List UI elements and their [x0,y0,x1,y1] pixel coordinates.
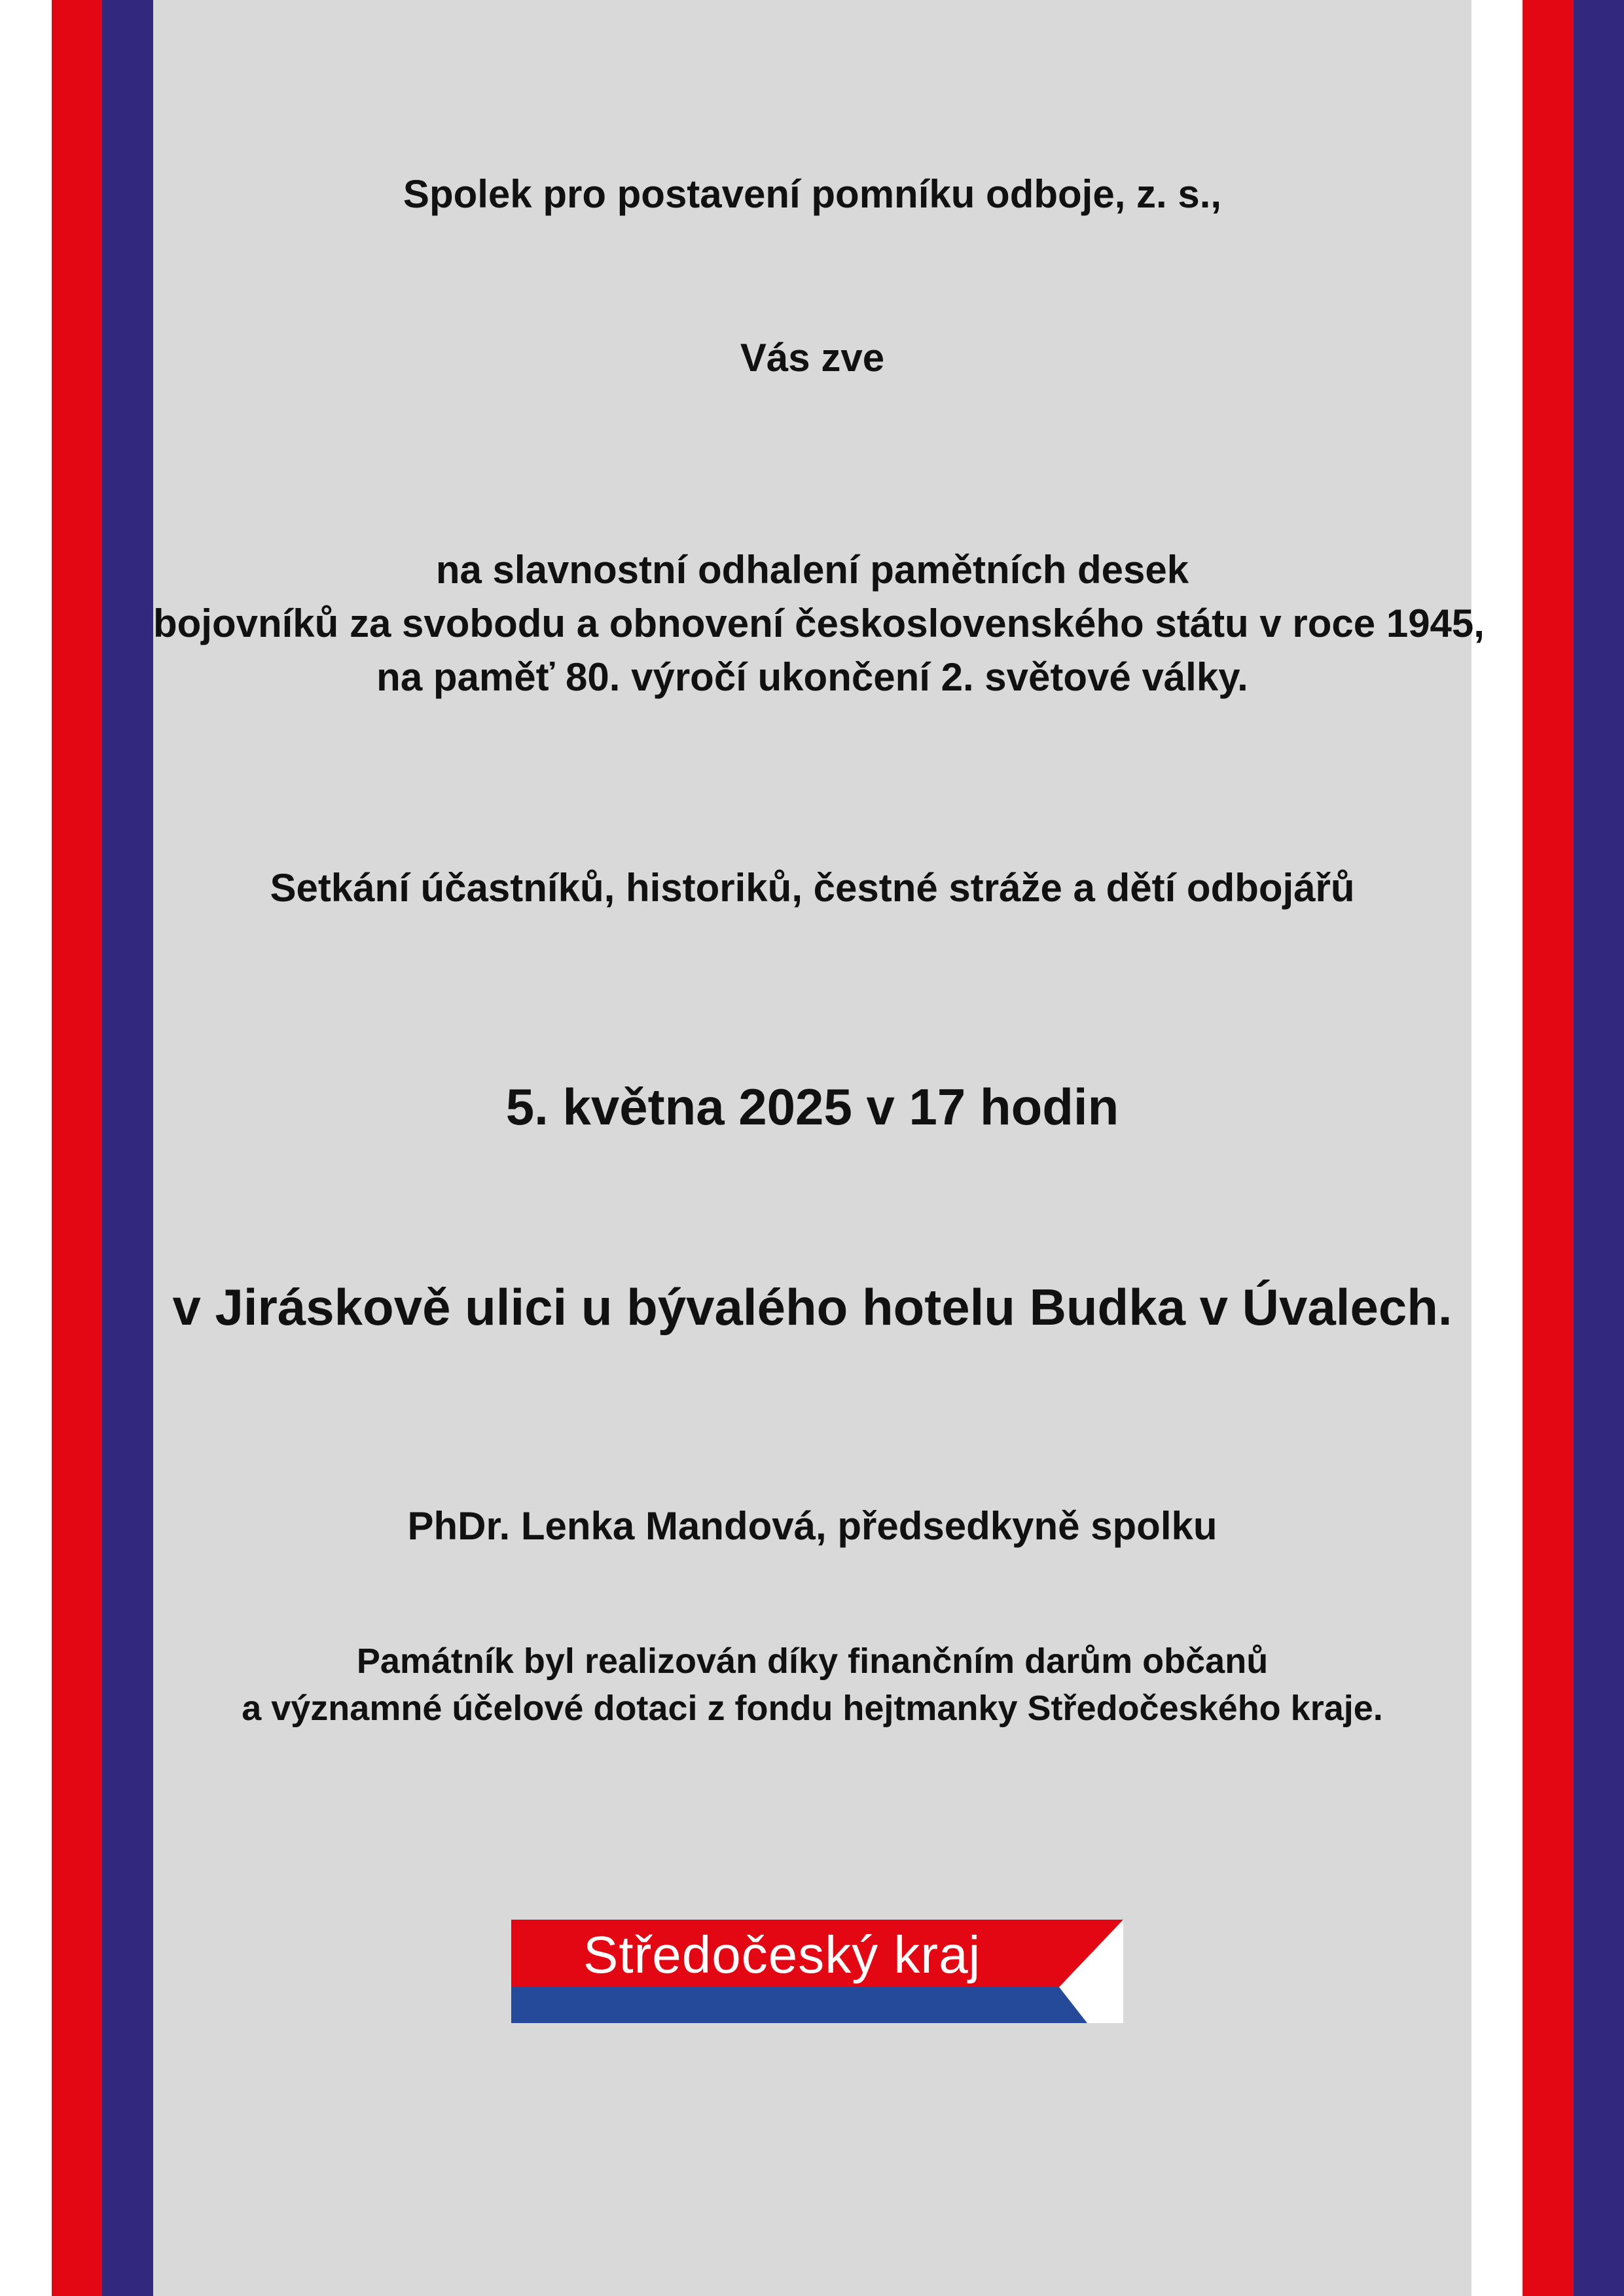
flag-stripe-red-left [52,0,102,2296]
stredocesky-kraj-logo [511,1920,1123,2023]
purpose-line: na slavnostní odhalení pamětních desek [435,548,1189,592]
funding-note [153,1638,1471,1732]
logo-text: Středočeský kraj [583,1926,981,1984]
invite-heading: Vás zve [740,336,885,380]
flag-stripe-blue-left [102,0,153,2296]
event-date: 5. května 2025 v 17 hodin [505,1078,1119,1136]
funding-line: a významné účelové dotaci z fondu hejtmanky Středočeského kraje. [242,1689,1383,1728]
flag-stripe-red-right [1523,0,1574,2296]
flag-stripe-blue-right [1574,0,1624,2296]
funding-line: Památník byl realizován díky finančním darům občanů [356,1641,1269,1681]
purpose-line: na paměť 80. výročí ukončení 2. světové války. [376,655,1248,699]
event-purpose [153,543,1485,704]
logo-blue-band [511,1987,1087,2023]
signature: PhDr. Lenka Mandová, předsedkyně spolku [407,1504,1218,1548]
organization-name: Spolek pro postavení pomníku odboje, z. s., [403,172,1222,216]
purpose-line: bojovníků za svobodu a obnovení československého státu v roce 1945, [153,601,1485,645]
meeting-description: Setkání účastníků, historiků, čestné stráže a dětí odbojářů [270,866,1355,910]
event-place: v Jiráskově ulici u bývalého hotelu Budka v Úvalech. [172,1278,1453,1336]
